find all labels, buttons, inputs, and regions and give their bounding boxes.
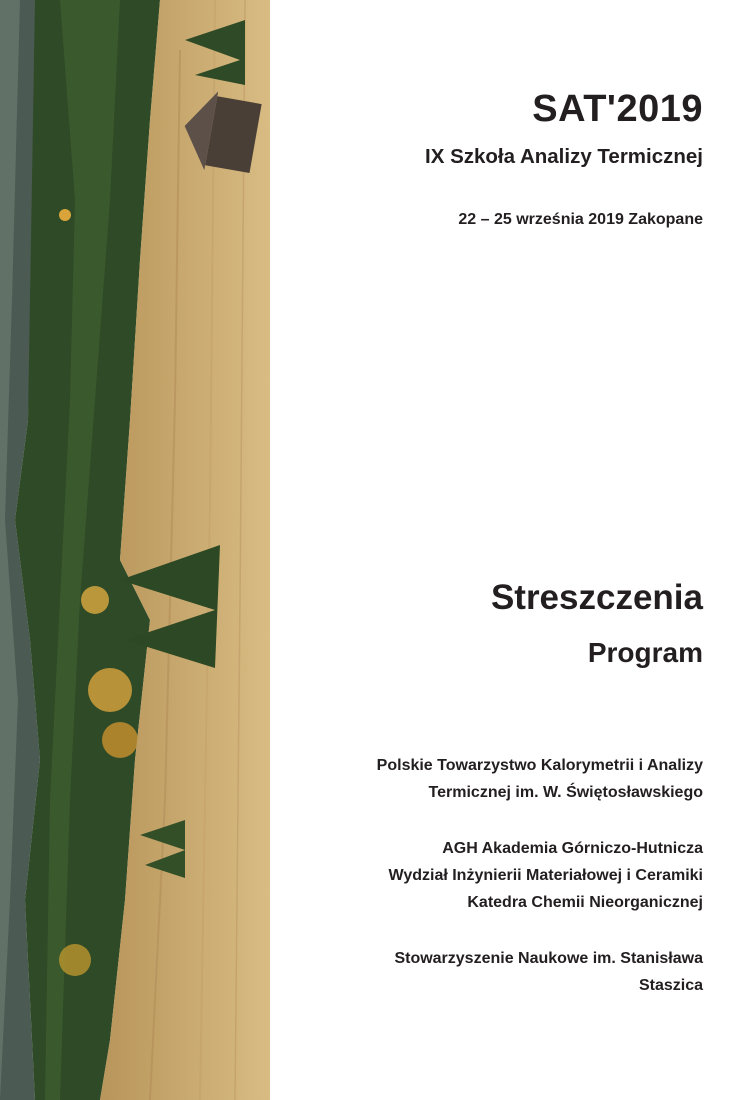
cover-photo (0, 0, 270, 1100)
organizer-line: Staszica (638, 977, 703, 994)
organizer-line: Katedra Chemii Nieorganicznej (467, 894, 703, 911)
abstracts-heading: Streszczenia (490, 578, 703, 617)
organizer-line: AGH Akademia Górniczo-Hutnicza (442, 840, 703, 857)
organizer-line: Termicznej im. W. Świętosławskiego (428, 784, 703, 801)
organizer-ptkat (377, 752, 703, 806)
organizer-line: Wydział Inżynierii Materiałowej i Ceramiki (388, 867, 703, 884)
conference-title: SAT'2019 (532, 88, 703, 130)
organizer-line: Polskie Towarzystwo Kalorymetrii i Analizy (376, 757, 703, 774)
school-name: IX Szkoła Analizy Termicznej (425, 145, 703, 168)
organizer-staszic-society (394, 945, 703, 999)
organizer-agh (389, 835, 703, 916)
date-and-place: 22 – 25 września 2019 Zakopane (458, 211, 703, 228)
organizer-line: Stowarzyszenie Naukowe im. Stanisława (394, 950, 703, 967)
program-heading: Program (587, 637, 703, 668)
